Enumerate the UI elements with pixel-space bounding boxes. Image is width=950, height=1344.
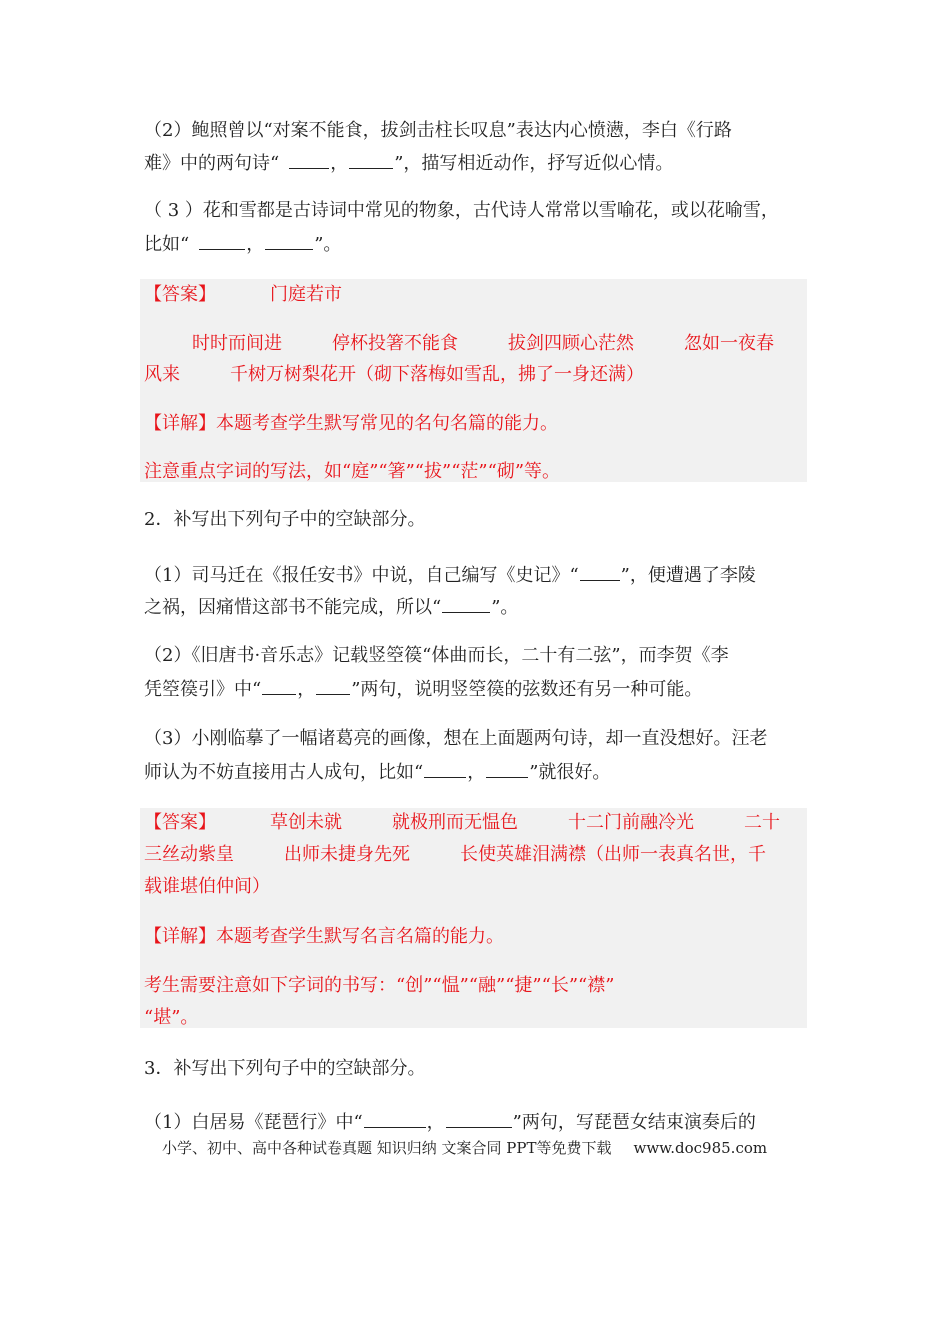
q1-2-line2	[144, 151, 673, 175]
q3-1-line1	[144, 1110, 756, 1134]
q2-2-text-2a: 凭箜篌引》中“	[144, 679, 262, 700]
q2-3-text-2b: ”就很好。	[529, 762, 611, 783]
q3-title	[144, 1058, 425, 1080]
q1-3-text-2a: 比如“	[144, 234, 190, 255]
fill-blank	[265, 232, 313, 250]
q1-2-text-2a: 难》中的两句诗“	[144, 153, 280, 174]
q2-3-text-1: （3）小刚临摹了一幅诸葛亮的画像，想在上面题两句诗，却一直没想好。汪老	[144, 728, 768, 749]
answer2-line1	[144, 812, 780, 834]
answer2-note-2	[144, 1007, 198, 1029]
answer2-line2	[144, 844, 766, 866]
q2-2-line2	[144, 677, 702, 701]
comma: ，	[467, 762, 486, 783]
q1-3-line1	[144, 200, 779, 222]
q1-2-line1	[144, 120, 732, 142]
answer-item: 千树万树梨花开（砌下落梅如雪乱，拂了一身还满）	[230, 364, 644, 385]
answer1-detail	[144, 413, 558, 435]
answer-item: 出师未捷身先死	[284, 844, 410, 865]
note-text: 考生需要注意如下字词的书写：“创”“愠”“融”“捷”“长”“襟”	[144, 975, 615, 996]
q2-3-line2	[144, 760, 610, 784]
fill-blank	[289, 151, 329, 169]
footer-url: www.doc985.com	[633, 1139, 768, 1157]
fill-blank	[446, 1110, 512, 1128]
answer-item: 长使英雄泪满襟（出师一表真名世，千	[460, 844, 766, 865]
q2-1-text-2b: ”。	[491, 597, 519, 618]
answer-item: 忽如一夜春	[684, 333, 774, 354]
answer2-detail	[144, 926, 504, 948]
q2-1-line1	[144, 563, 756, 587]
fill-blank	[316, 677, 350, 695]
answer-item: 载谁堪伯仲间）	[144, 876, 270, 897]
q2-2-text-1: （2）《旧唐书·音乐志》记载竖箜篌“体曲而长，二十有二弦”，而李贺《李	[144, 645, 729, 666]
answer-item: 时时而间进	[192, 333, 282, 354]
answer-item: 十二门前融冷光	[568, 812, 694, 833]
answer-item: 停杯投箸不能食	[332, 333, 458, 354]
q2-2-text-2b: ”两句，说明竖箜篌的弦数还有另一种可能。	[351, 679, 703, 700]
detail-text: 【详解】本题考查学生默写常见的名句名篇的能力。	[144, 413, 558, 434]
answer2-line3	[144, 876, 270, 898]
page-footer	[162, 1138, 767, 1158]
fill-blank	[349, 151, 393, 169]
comma: ，	[330, 153, 349, 174]
answer1-line1	[144, 284, 342, 306]
fill-blank	[262, 677, 296, 695]
detail-text: 【详解】本题考查学生默写名言名篇的能力。	[144, 926, 504, 947]
fill-blank	[442, 595, 490, 613]
comma: ，	[426, 1112, 445, 1133]
answer1-line2	[144, 333, 774, 355]
q1-2-text-2b: ”，描写相近动作，抒写近似心情。	[394, 153, 674, 174]
answer-item: 门庭若市	[270, 284, 342, 305]
answer-label: 【答案】	[144, 284, 216, 305]
q1-3-text-2b: ”。	[314, 234, 342, 255]
q2-1-text-1a: （1）司马迁在《报任安书》中说，自己编写《史记》“	[144, 565, 579, 586]
q2-title	[144, 509, 425, 531]
answer-item: 拔剑四顾心茫然	[508, 333, 634, 354]
fill-blank	[424, 760, 466, 778]
fill-blank	[580, 563, 620, 581]
answer1-line3	[144, 364, 644, 386]
answer-item: 三丝动紫皇	[144, 844, 234, 865]
answer-item: 风来	[144, 364, 180, 385]
comma: ，	[246, 234, 265, 255]
answer-label: 【答案】	[144, 812, 216, 833]
answer-item: 二十	[744, 812, 780, 833]
q1-3-text-1: （ 3 ）花和雪都是古诗词中常见的物象，古代诗人常常以雪喻花，或以花喻雪，	[144, 200, 779, 221]
q2-1-line2	[144, 595, 518, 619]
q2-3-text-2a: 师认为不妨直接用古人成句，比如“	[144, 762, 424, 783]
footer-text: 小学、初中、高中各种试卷真题 知识归纳 文案合同 PPT等免费下载	[162, 1139, 612, 1157]
question-title: 3．补写出下列句子中的空缺部分。	[144, 1058, 426, 1079]
answer-item: 草创未就	[270, 812, 342, 833]
answer1-note	[144, 461, 560, 483]
comma: ，	[297, 679, 316, 700]
answer-item: 就极刑而无愠色	[392, 812, 518, 833]
q2-3-line1	[144, 728, 767, 750]
q3-1-text-a: （1）白居易《琵琶行》中“	[144, 1112, 363, 1133]
q2-1-text-2a: 之祸，因痛惜这部书不能完成，所以“	[144, 597, 442, 618]
note-text: “堪”。	[144, 1007, 199, 1028]
note-text: 注意重点字词的写法，如“庭”“箸”“拔”“茫”“砌”等。	[144, 461, 561, 482]
q3-1-text-b: ”两句，写琵琶女结束演奏后的	[512, 1112, 756, 1133]
fill-blank	[199, 232, 245, 250]
fill-blank	[364, 1110, 426, 1128]
q2-1-text-1b: ”，便遭遇了李陵	[620, 565, 756, 586]
fill-blank	[486, 760, 528, 778]
q1-2-text-1: （2）鲍照曾以“对案不能食，拔剑击柱长叹息”表达内心愤懑，李白《行路	[144, 120, 732, 141]
q2-2-line1	[144, 645, 729, 667]
q1-3-line2	[144, 232, 341, 256]
answer2-note-1	[144, 975, 614, 997]
question-title: 2．补写出下列句子中的空缺部分。	[144, 509, 426, 530]
